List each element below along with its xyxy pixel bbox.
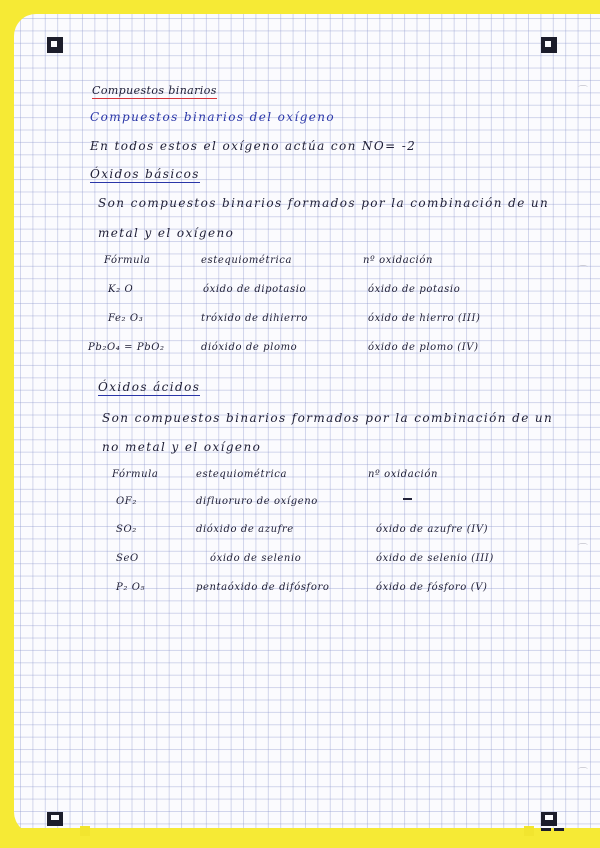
dash-marker-icon: [541, 828, 551, 831]
acid-row-formula: SO₂: [116, 524, 137, 535]
page-edge-mark: ⌒: [578, 768, 588, 779]
basic-header-stoichiometric: estequiométrica: [201, 255, 293, 266]
yellow-square-icon: [80, 826, 90, 836]
corner-marker-icon: [47, 37, 63, 53]
intro-line: En todos estos el oxígeno actúa con NO= -2: [90, 139, 417, 153]
basic-oxides-description-line1: Son compuestos binarios formados por la combinación de un: [98, 196, 550, 210]
page-edge-mark: ⌒: [578, 544, 588, 555]
acid-row-formula: SeO: [116, 553, 139, 564]
basic-row-oxidation: óxido de potasio: [368, 284, 461, 295]
acid-row-stoichiometric: pentaóxido de difósforo: [196, 582, 330, 593]
corner-marker-icon: [541, 812, 557, 826]
page-edge-mark: ⌒: [578, 266, 588, 277]
basic-row-oxidation: óxido de hierro (III): [368, 313, 481, 324]
basic-row-formula: Pb₂O₄ = PbO₂: [88, 342, 165, 353]
yellow-square-icon: [524, 826, 534, 836]
acid-header-oxidation: nº oxidación: [368, 469, 439, 480]
basic-row-oxidation: óxido de plomo (IV): [368, 342, 479, 353]
page-title: Compuestos binarios: [92, 84, 217, 97]
notebook-cover-bottom: [0, 828, 600, 848]
page-subtitle: Compuestos binarios del oxígeno: [90, 110, 336, 124]
acid-row-formula: P₂ O₅: [116, 582, 146, 593]
section-heading-basic-oxides: Óxidos básicos: [90, 167, 200, 181]
acid-row-formula: OF₂: [116, 496, 137, 507]
basic-header-formula: Fórmula: [104, 255, 151, 266]
acid-row-oxidation: óxido de fósforo (V): [376, 582, 488, 593]
not-applicable-dash: [403, 498, 412, 500]
acid-oxides-description-line1: Son compuestos binarios formados por la combinación de un: [102, 411, 554, 425]
acid-header-stoichiometric: estequiométrica: [196, 469, 288, 480]
acid-row-oxidation: óxido de selenio (III): [376, 553, 494, 564]
basic-header-oxidation: nº oxidación: [363, 255, 434, 266]
basic-row-formula: Fe₂ O₃: [108, 313, 144, 324]
acid-row-stoichiometric: dióxido de azufre: [196, 524, 294, 535]
page-edge-mark: ⌒: [578, 86, 588, 97]
acid-row-oxidation: óxido de azufre (IV): [376, 524, 489, 535]
corner-marker-icon: [47, 812, 63, 826]
basic-row-stoichiometric: dióxido de plomo: [201, 342, 298, 353]
basic-row-formula: K₂ O: [108, 284, 134, 295]
basic-oxides-description-line2: metal y el oxígeno: [98, 226, 235, 240]
acid-header-formula: Fórmula: [112, 469, 159, 480]
section-heading-acid-oxides: Óxidos ácidos: [98, 380, 201, 394]
basic-row-stoichiometric: óxido de dipotasio: [203, 284, 307, 295]
acid-row-stoichiometric: difluoruro de oxígeno: [196, 496, 318, 507]
dash-marker-icon: [554, 828, 564, 831]
acid-oxides-description-line2: no metal y el oxígeno: [102, 440, 262, 454]
acid-row-stoichiometric: óxido de selenio: [210, 553, 302, 564]
corner-marker-icon: [541, 37, 557, 53]
basic-row-stoichiometric: tróxido de dihierro: [201, 313, 308, 324]
